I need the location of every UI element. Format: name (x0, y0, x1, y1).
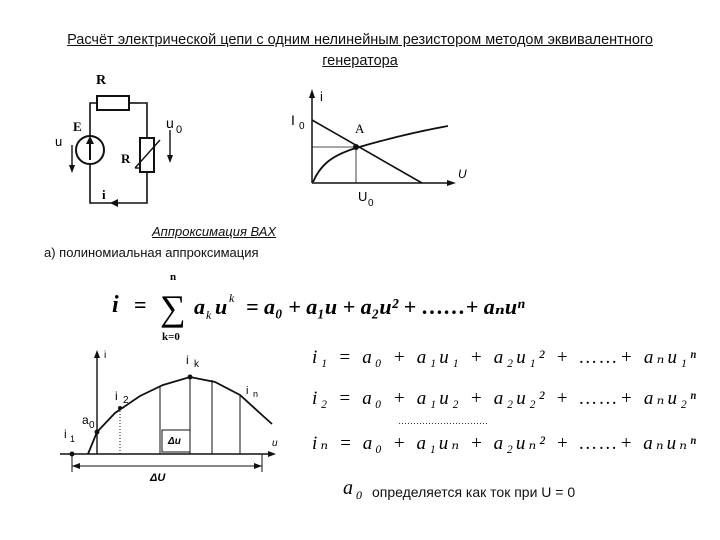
formula-term-u: u (215, 294, 228, 319)
label-u-left: u (55, 134, 63, 149)
formula-lhs: i (112, 292, 119, 318)
label-du: Δu (168, 436, 181, 447)
label-dU: ΔU (150, 472, 166, 484)
label-E: E (73, 119, 82, 134)
slide-title-line1: Расчёт электрической цепи с одним нелинейным резистором методом эквивалентного (67, 32, 653, 48)
label-R-nonlinear: R (121, 151, 131, 166)
label-U0: U (358, 189, 368, 204)
equation-1: i₁ = a₀ + a₁u₁ + a₂u₁² + ……+ aₙu₁ⁿ (312, 347, 696, 368)
equation-2: i₂ = a₀ + a₁u₂ + a₂u₂² + ……+ aₙu₂ⁿ (312, 388, 696, 409)
label-U0-sub: 0 (368, 198, 374, 209)
label-R-top: R (96, 73, 107, 88)
axis-U-top: U (458, 167, 467, 181)
label-a0-sub: 0 (89, 420, 95, 431)
label-A: A (355, 121, 365, 136)
formula-term-a: a (194, 294, 205, 319)
section-item-a: а) полиномиальная аппроксимация (44, 245, 259, 260)
label-i2: i (115, 389, 118, 403)
equation-dots: ………………………… (398, 416, 488, 426)
equation-n: iₙ = a₀ + a₁uₙ + a₂uₙ² + ……+ aₙuₙⁿ (312, 433, 696, 454)
svg-text:∑: ∑ (160, 288, 186, 328)
footer-a0-symbol: a (343, 477, 353, 499)
formula-term-k: k (206, 308, 212, 322)
label-I0-sub: 0 (299, 121, 305, 132)
footer-a0-sub: 0 (356, 488, 362, 502)
label-in: i (246, 385, 249, 397)
label-a0: a (82, 413, 89, 427)
label-i2-sub: 2 (123, 395, 129, 406)
label-i: i (102, 187, 106, 202)
axis-u-bottom: u (272, 438, 278, 449)
formula-term-uk: k (229, 291, 235, 305)
label-i1-sub: 1 (70, 434, 76, 444)
label-u0: u (166, 115, 174, 131)
formula-eq: = (134, 292, 147, 317)
label-ik: i (186, 353, 189, 367)
axis-i-bottom: i (104, 350, 107, 361)
formula-sum-top: n (170, 271, 177, 283)
formula-rhs: = a₀ + a₁u + a₂u² + ……+ aₙuⁿ (246, 294, 525, 319)
axis-i-top: i (320, 89, 323, 104)
label-I0: I (291, 112, 295, 128)
slide-title-line2: генератора (322, 53, 398, 69)
formula-sum-bottom: k=0 (162, 331, 180, 343)
footer-note: определяется как ток при U = 0 (372, 484, 576, 500)
section-heading: Аппроксимация ВАХ (152, 224, 277, 239)
label-ik-sub: k (194, 359, 199, 370)
label-i1: i (64, 427, 67, 441)
label-in-sub: n (253, 389, 259, 399)
label-u0-sub: 0 (176, 124, 183, 136)
